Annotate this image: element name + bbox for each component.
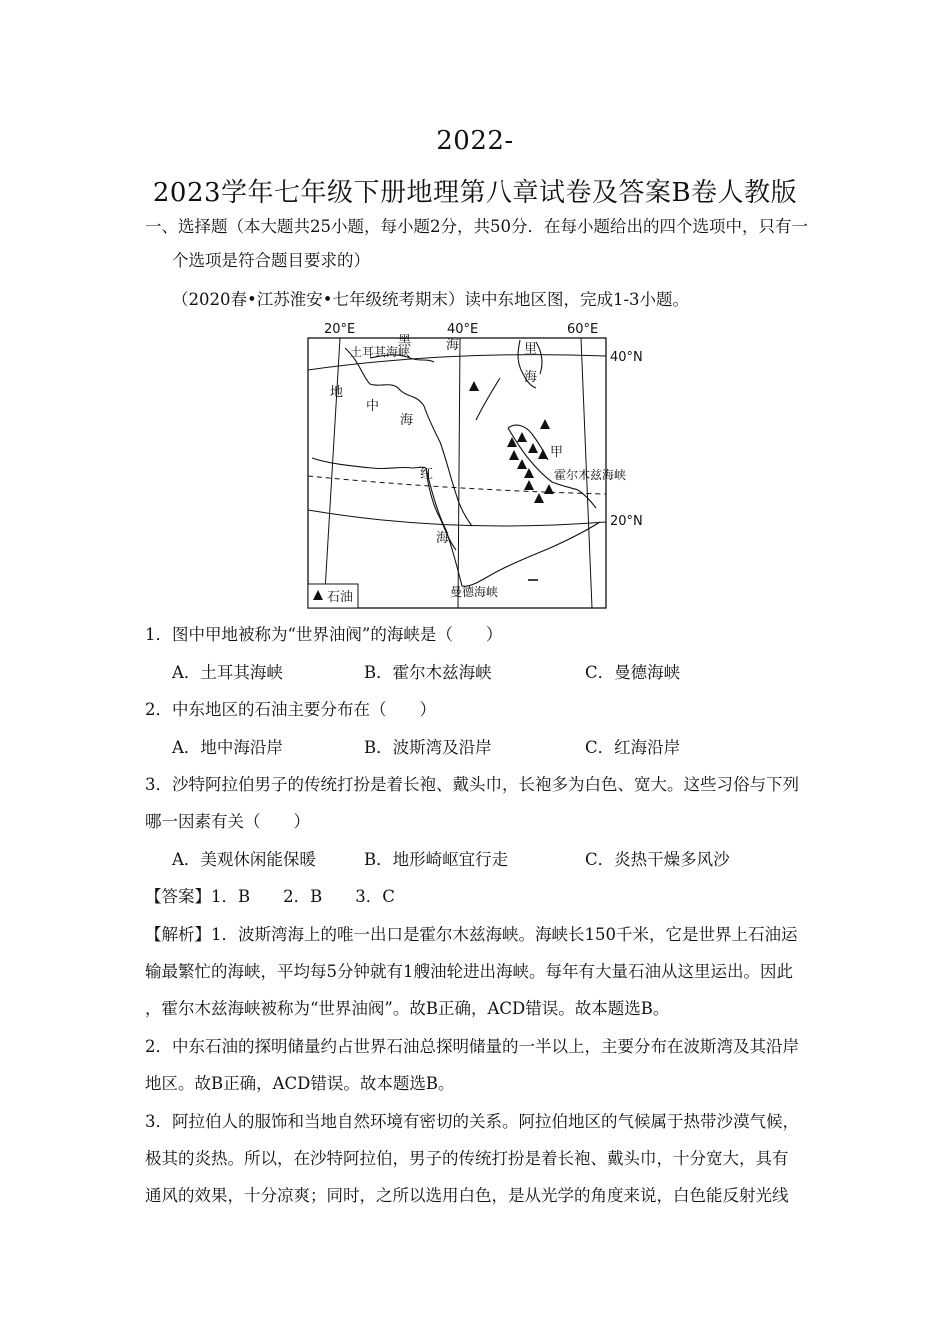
question-1-option-a: A．土耳其海峡 <box>172 663 283 682</box>
analysis-p3-line1: 3．阿拉伯人的服饰和当地自然环境有密切的关系。阿拉伯地区的气候属于热带沙漠气候， <box>145 1112 799 1131</box>
page-title-line2: 2023学年七年级下册地理第八章试卷及答案B卷人教版 <box>152 178 798 208</box>
question-1-option-c: C．曼德海峡 <box>585 663 681 682</box>
question-3-option-b: B．地形崎岖宜行走 <box>364 850 509 869</box>
section-heading: 一、选择题（本大题共25小题，每小题2分，共50分．在每小题给出的四个选项中，只有一 <box>145 217 808 236</box>
lon-label-20: 20°E <box>324 322 356 337</box>
middle-east-map <box>300 318 643 612</box>
question-1-stem: 1．图中甲地被称为“世界油阀”的海峡是（ ） <box>145 625 503 644</box>
analysis-p1-line2: 输最繁忙的海峡，平均每5分钟就有1艘油轮进出海峡。每年有大量石油从这里运出。因此 <box>145 962 793 981</box>
label-red-2: 海 <box>436 531 450 546</box>
label-caspian-1: 里 <box>524 342 538 357</box>
question-2-option-b: B．波斯湾及沿岸 <box>364 738 492 757</box>
label-jia: 甲 <box>550 445 564 460</box>
analysis-p2-line2: 地区。故B正确，ACD错误。故本题选B。 <box>145 1074 455 1093</box>
question-2-option-a: A．地中海沿岸 <box>172 738 283 757</box>
page-title-line1: 2022- <box>436 126 514 156</box>
label-caspian-2: 海 <box>524 370 538 385</box>
analysis-p3-line2: 极其的炎热。所以，在沙特阿拉伯，男子的传统打扮是着长袍、戴头巾，十分宽大，具有 <box>145 1149 789 1168</box>
label-black-sea-2: 海 <box>446 338 460 353</box>
legend-label: 石油 <box>327 590 354 605</box>
label-med-2: 中 <box>366 399 380 414</box>
analysis-p1-line1: 【解析】1．波斯湾海上的唯一出口是霍尔木兹海峡。海峡长150千米，它是世界上石油运 <box>145 925 798 944</box>
analysis-p2-line1: 2．中东石油的探明储量约占世界石油总探明储量的一半以上，主要分布在波斯湾及其沿岸 <box>145 1037 799 1056</box>
section-heading-cont: 个选项是符合题目要求的） <box>172 251 370 270</box>
label-hormuz: 霍尔木兹海峡 <box>554 468 627 482</box>
question-3-option-c: C．炎热干燥多风沙 <box>585 850 730 869</box>
lat-label-20: 20°N <box>610 514 643 529</box>
label-med-1: 地 <box>330 385 344 400</box>
lon-label-60: 60°E <box>567 322 599 337</box>
question-2-stem: 2．中东地区的石油主要分布在（ ） <box>145 700 436 719</box>
lat-label-40: 40°N <box>610 350 643 365</box>
question-3-stem: 3．沙特阿拉伯男子的传统打扮是着长袍、戴头巾，长袍多为白色、宽大。这些习俗与下列 <box>145 775 799 794</box>
label-med-3: 海 <box>400 413 414 428</box>
label-black-sea-1: 黑 <box>398 334 412 349</box>
answer-line: 【答案】1．B 2．B 3．C <box>145 887 395 906</box>
analysis-p1-line3: ，霍尔木兹海峡被称为“世界油阀”。故B正确，ACD错误。故本题选B。 <box>145 999 670 1018</box>
analysis-p3-line3: 通风的效果，十分凉爽；同时，之所以选用白色，是从光学的角度来说，白色能反射光线 <box>145 1186 789 1205</box>
label-mandeb: 曼德海峡 <box>450 585 499 599</box>
label-turkey-strait: 土耳其海峡 <box>350 345 411 359</box>
lon-label-40: 40°E <box>447 322 479 337</box>
question-1-option-b: B．霍尔木兹海峡 <box>364 663 492 682</box>
question-2-option-c: C．红海沿岸 <box>585 738 681 757</box>
label-red-1: 红 <box>420 467 434 482</box>
question-3-option-a: A．美观休闲能保暖 <box>172 850 316 869</box>
question-intro: （2020春•江苏淮安•七年级统考期末）读中东地区图，完成1-3小题。 <box>172 290 690 309</box>
question-3-stem-cont: 哪一因素有关（ ） <box>145 812 310 831</box>
